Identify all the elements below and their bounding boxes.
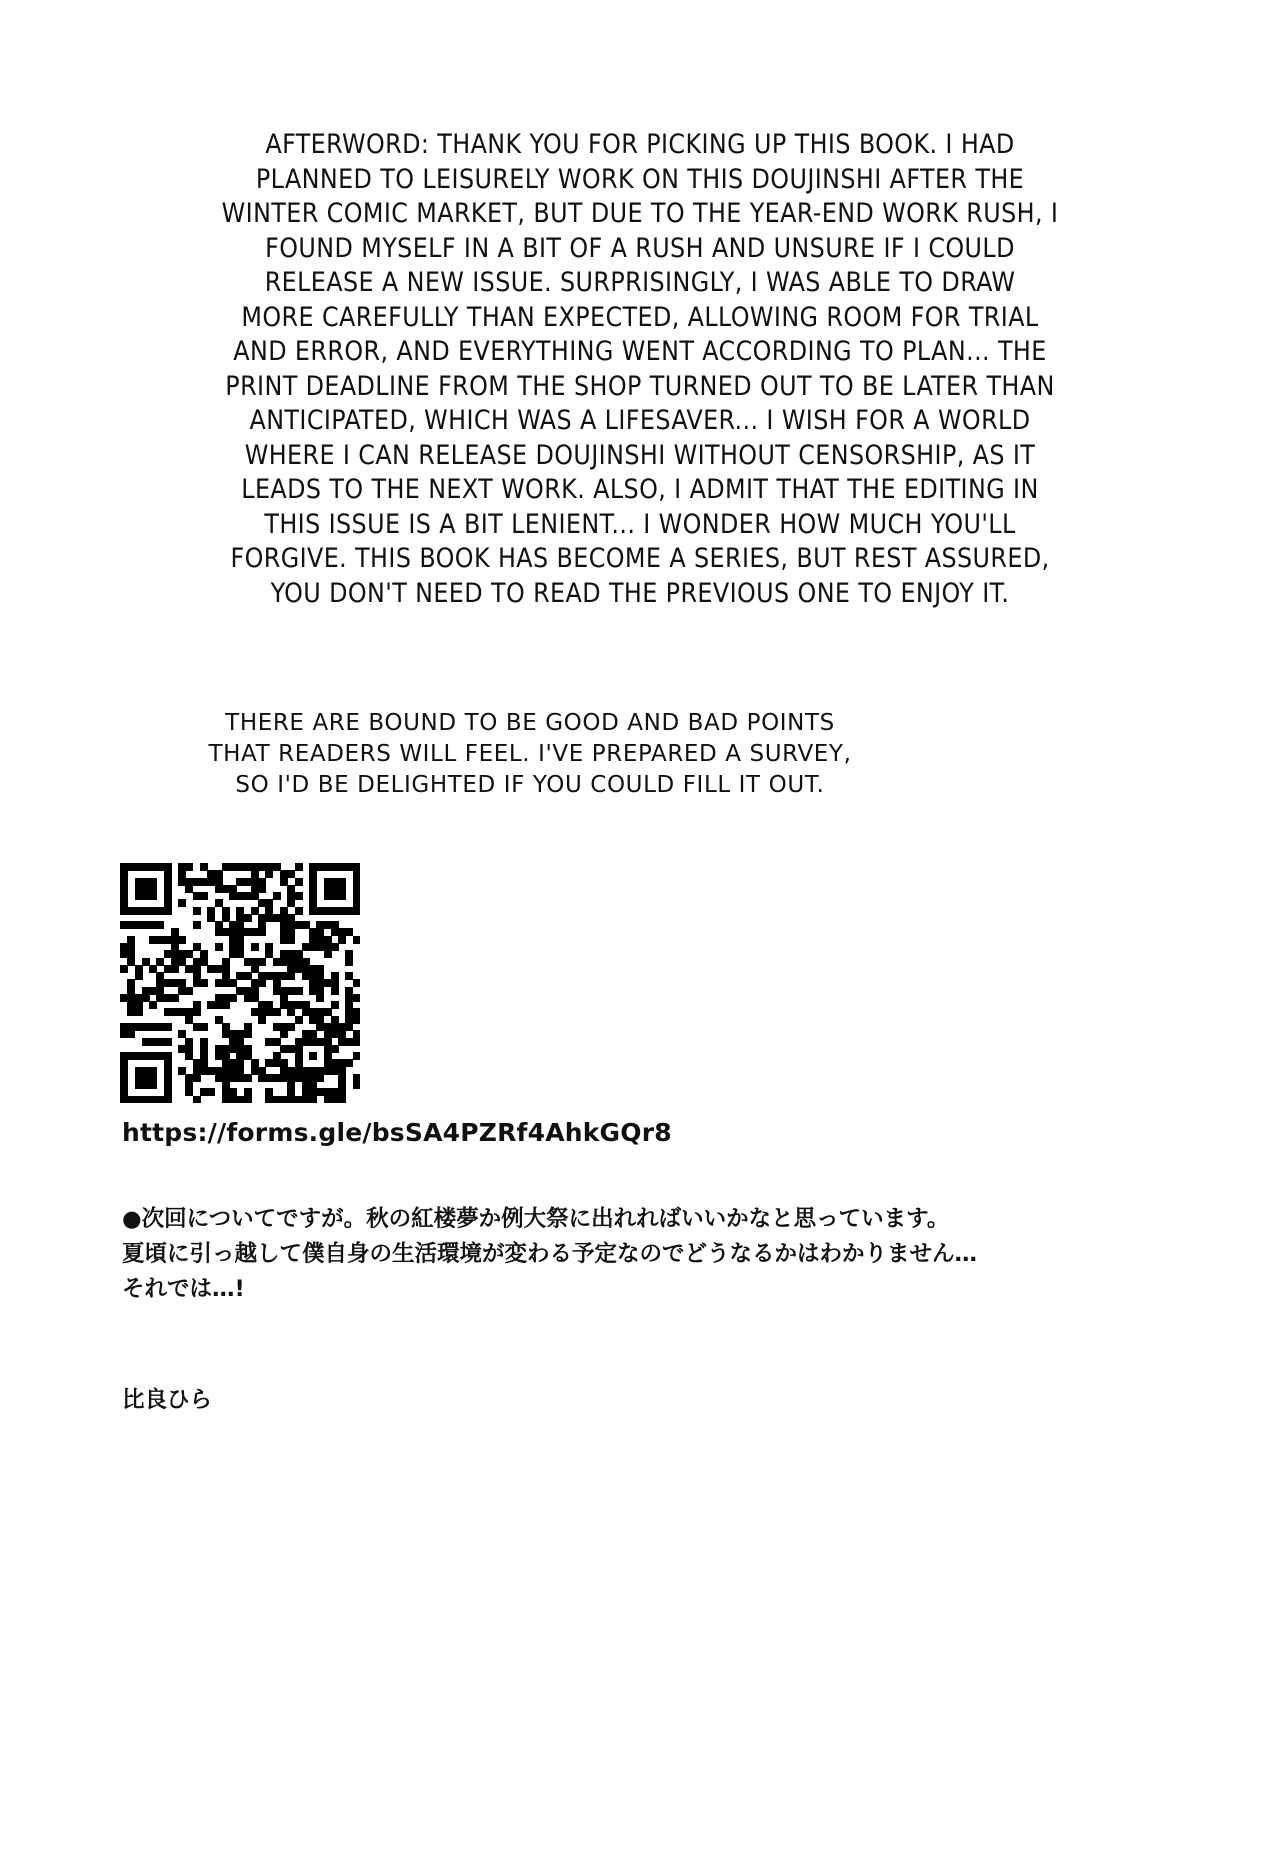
afterword-line: WHERE I CAN RELEASE DOUJINSHI WITHOUT CENSORSHIP, AS IT xyxy=(244,439,1036,471)
qr-code-icon[interactable] xyxy=(120,863,360,1103)
afterword-line: WINTER COMIC MARKET, BUT DUE TO THE YEAR-END WORK RUSH, I xyxy=(221,198,1059,229)
survey-request-text xyxy=(90,708,970,801)
survey-note-line: SO I'D BE DELIGHTED IF YOU COULD FILL IT OUT. xyxy=(235,772,825,798)
author-signature: 比良ひら xyxy=(122,1387,213,1413)
afterword-line: PRINT DEADLINE FROM THE SHOP TURNED OUT TO BE LATER THAN xyxy=(225,370,1055,402)
japanese-note-line: それでは…! xyxy=(122,1276,245,1302)
afterword-line: AFTERWORD: THANK YOU FOR PICKING UP THIS BOOK. I HAD xyxy=(265,129,1015,160)
afterword-line: YOU DON'T NEED TO READ THE PREVIOUS ONE TO ENJOY IT. xyxy=(270,577,1010,609)
afterword-line: FOUND MYSELF IN A BIT OF A RUSH AND UNSURE IF I COULD xyxy=(265,232,1015,264)
afterword-line: RELEASE A NEW ISSUE. SURPRISINGLY, I WAS ABLE TO DRAW xyxy=(264,267,1016,298)
survey-note-line: THERE ARE BOUND TO BE GOOD AND BAD POINTS xyxy=(225,710,835,736)
afterword-line: ANTICIPATED, WHICH WAS A LIFESAVER... I WISH FOR A WORLD xyxy=(249,405,1031,436)
afterword-line: FORGIVE. THIS BOOK HAS BECOME A SERIES, BUT REST ASSURED, xyxy=(230,543,1050,574)
qr-code-canvas[interactable] xyxy=(120,863,360,1103)
afterword-line: PLANNED TO LEISURELY WORK ON THIS DOUJINSHI AFTER THE xyxy=(255,163,1025,195)
survey-form-url[interactable]: https://forms.gle/bsSA4PZRf4AhkGQr8 xyxy=(122,1118,672,1147)
japanese-note xyxy=(122,1202,1182,1307)
afterword-line: MORE CAREFULLY THAN EXPECTED, ALLOWING ROOM FOR TRIAL xyxy=(241,301,1039,333)
afterword-line: THIS ISSUE IS A BIT LENIENT... I WONDER HOW MUCH YOU'LL xyxy=(264,508,1016,540)
afterword-line: AND ERROR, AND EVERYTHING WENT ACCORDING TO PLAN... THE xyxy=(233,336,1047,367)
japanese-note-line: ●次回についてですが。秋の紅楼夢か例大祭に出れればいいかなと思っています。 xyxy=(122,1206,950,1232)
afterword-line: LEADS TO THE NEXT WORK. ALSO, I ADMIT THAT THE EDITING IN xyxy=(241,474,1039,505)
afterword-text-block xyxy=(90,128,1190,611)
japanese-note-line: 夏頃に引っ越して僕自身の生活環境が変わる予定なのでどうなるかはわかりません… xyxy=(122,1241,978,1267)
survey-note-line: THAT READERS WILL FEEL. I'VE PREPARED A SURVEY, xyxy=(208,741,852,767)
